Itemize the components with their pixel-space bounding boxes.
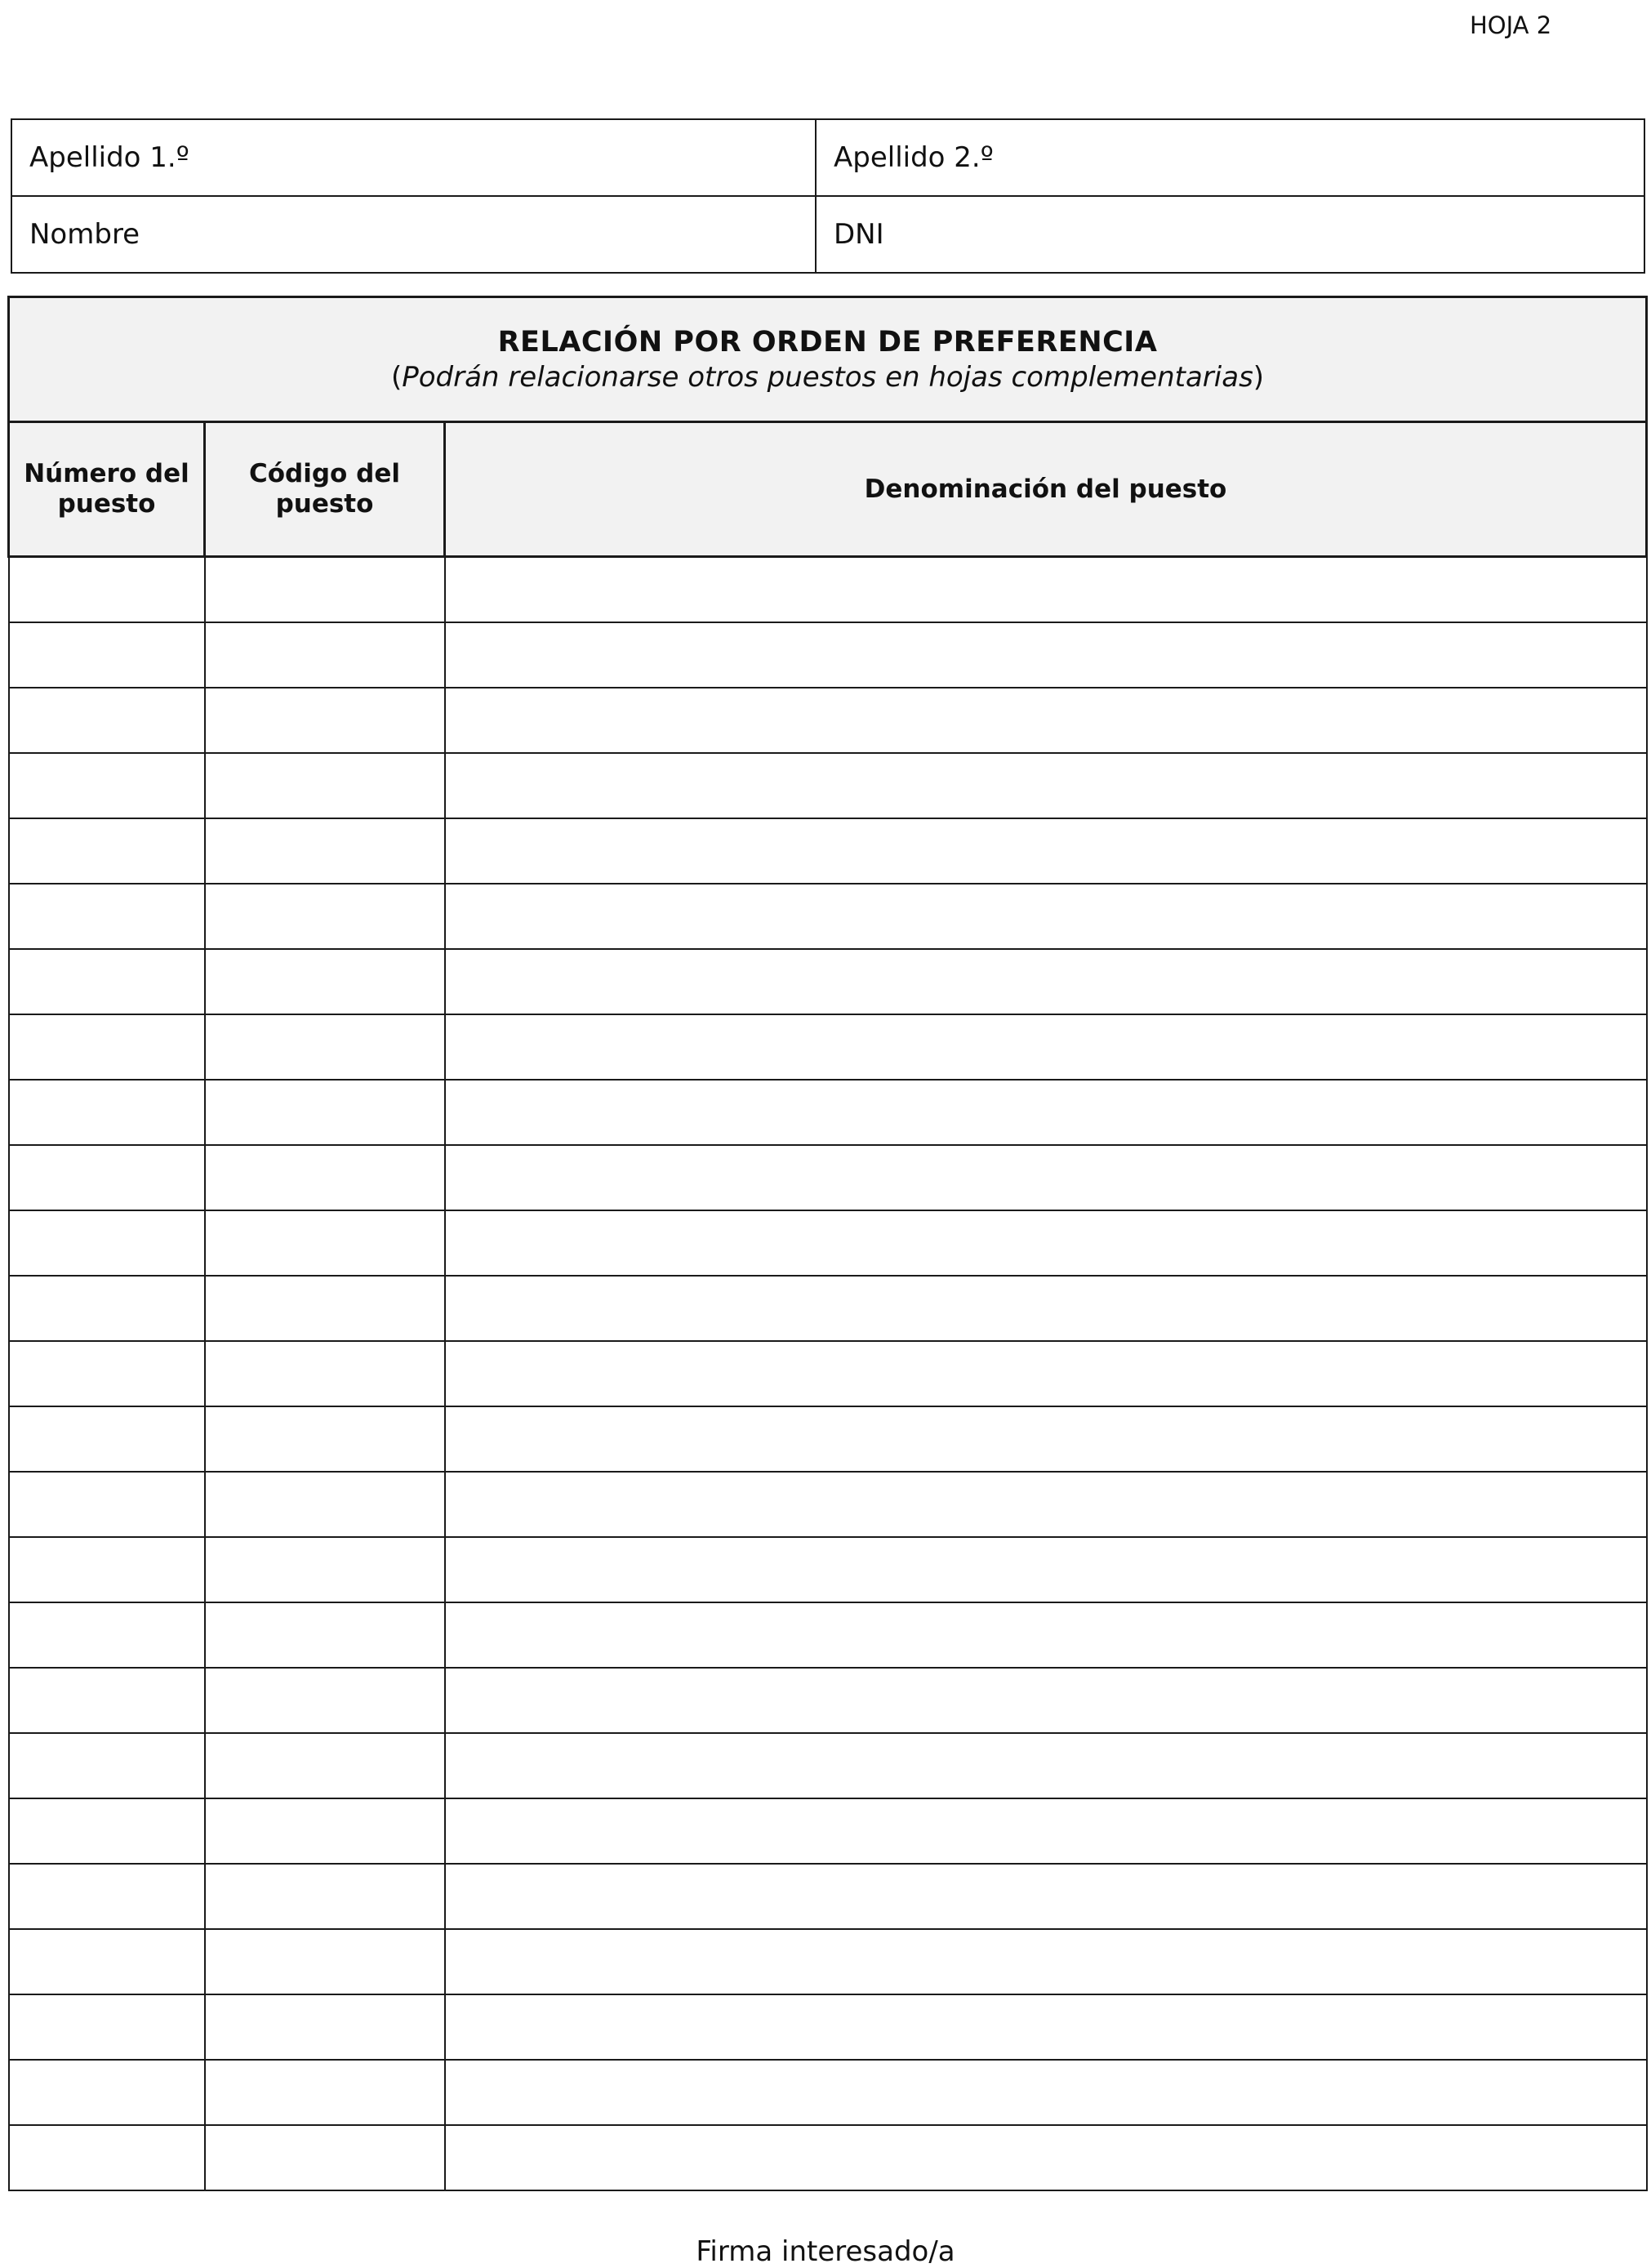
column-header-denominacion: Denominación del puesto [445,422,1647,557]
codigo-cell[interactable] [205,1080,445,1145]
table-row [9,1668,1647,1733]
denominacion-cell[interactable] [445,2125,1647,2190]
denominacion-cell[interactable] [445,688,1647,753]
denominacion-cell[interactable] [445,2060,1647,2125]
identity-row-surnames [11,119,1644,196]
numero-cell[interactable] [9,753,205,818]
table-row [9,1014,1647,1080]
numero-cell[interactable] [9,1602,205,1668]
codigo-cell[interactable] [205,1798,445,1864]
codigo-cell[interactable] [205,818,445,884]
numero-cell[interactable] [9,1014,205,1080]
numero-cell[interactable] [9,622,205,688]
apellido1-field[interactable]: Apellido 1.º [11,119,816,196]
codigo-cell[interactable] [205,1472,445,1537]
nombre-field[interactable]: Nombre [11,196,816,273]
preference-rows [9,557,1647,2190]
codigo-cell[interactable] [205,884,445,949]
table-row [9,1994,1647,2060]
numero-cell[interactable] [9,1406,205,1472]
codigo-cell[interactable] [205,1276,445,1341]
table-row [9,2125,1647,2190]
numero-cell[interactable] [9,557,205,622]
numero-cell[interactable] [9,1080,205,1145]
table-row [9,884,1647,949]
numero-cell[interactable] [9,818,205,884]
denominacion-cell[interactable] [445,1080,1647,1145]
codigo-cell[interactable] [205,1210,445,1276]
table-row [9,688,1647,753]
table-row [9,1472,1647,1537]
denominacion-cell[interactable] [445,1668,1647,1733]
denominacion-cell[interactable] [445,884,1647,949]
table-row [9,1929,1647,1994]
table-row [9,1864,1647,1929]
denominacion-cell[interactable] [445,949,1647,1014]
table-row [9,1210,1647,1276]
signature-label: Firma interesado/a [696,2235,955,2268]
denominacion-cell[interactable] [445,1472,1647,1537]
codigo-cell[interactable] [205,1537,445,1602]
numero-cell[interactable] [9,1798,205,1864]
apellido2-field[interactable]: Apellido 2.º [816,119,1644,196]
codigo-cell[interactable] [205,622,445,688]
codigo-cell[interactable] [205,688,445,753]
numero-cell[interactable] [9,949,205,1014]
codigo-cell[interactable] [205,1668,445,1733]
numero-cell[interactable] [9,1537,205,1602]
table-row [9,753,1647,818]
numero-cell[interactable] [9,2060,205,2125]
table-row [9,557,1647,622]
denominacion-cell[interactable] [445,1602,1647,1668]
denominacion-cell[interactable] [445,557,1647,622]
denominacion-cell[interactable] [445,1929,1647,1994]
numero-cell[interactable] [9,688,205,753]
table-row [9,1537,1647,1602]
numero-cell[interactable] [9,1994,205,2060]
column-header-codigo: Código del puesto [205,422,445,557]
sheet-number-label: HOJA 2 [1470,11,1552,39]
numero-cell[interactable] [9,2125,205,2190]
denominacion-cell[interactable] [445,1145,1647,1210]
table-row [9,818,1647,884]
denominacion-cell[interactable] [445,1798,1647,1864]
codigo-cell[interactable] [205,1145,445,1210]
table-row [9,1145,1647,1210]
table-row [9,1798,1647,1864]
column-header-numero: Número del puesto [9,422,205,557]
codigo-cell[interactable] [205,557,445,622]
numero-cell[interactable] [9,1472,205,1537]
codigo-cell[interactable] [205,1864,445,1929]
table-row [9,1602,1647,1668]
table-row [9,2060,1647,2125]
column-header-row [9,422,1647,557]
denominacion-cell[interactable] [445,622,1647,688]
codigo-cell[interactable] [205,949,445,1014]
numero-cell[interactable] [9,1276,205,1341]
table-row [9,1733,1647,1798]
denominacion-cell[interactable] [445,1994,1647,2060]
table-row [9,1276,1647,1341]
denominacion-cell[interactable] [445,1210,1647,1276]
codigo-cell[interactable] [205,2125,445,2190]
subtitle-close-paren: ) [1253,361,1265,394]
numero-cell[interactable] [9,1929,205,1994]
denominacion-cell[interactable] [445,1276,1647,1341]
numero-cell[interactable] [9,1210,205,1276]
table-row [9,1406,1647,1472]
applicant-identity-table [11,118,1645,274]
denominacion-cell[interactable] [445,1537,1647,1602]
preference-title: RELACIÓN POR ORDEN DE PREFERENCIA [497,326,1158,359]
codigo-cell[interactable] [205,1341,445,1406]
numero-cell[interactable] [9,1864,205,1929]
table-row [9,949,1647,1014]
identity-row-name-dni [11,196,1644,273]
codigo-cell[interactable] [205,1406,445,1472]
denominacion-cell[interactable] [445,1864,1647,1929]
table-row [9,622,1647,688]
denominacion-cell[interactable] [445,753,1647,818]
subtitle-open-paren: ( [390,361,403,394]
preference-title-cell [9,297,1647,422]
numero-cell[interactable] [9,884,205,949]
numero-cell[interactable] [9,1668,205,1733]
table-row [9,1341,1647,1406]
numero-cell[interactable] [9,1733,205,1798]
numero-cell[interactable] [9,1145,205,1210]
codigo-cell[interactable] [205,1602,445,1668]
denominacion-cell[interactable] [445,1014,1647,1080]
preference-subtitle [11,360,1644,394]
denominacion-cell[interactable] [445,1733,1647,1798]
codigo-cell[interactable] [205,1733,445,1798]
denominacion-cell[interactable] [445,818,1647,884]
codigo-cell[interactable] [205,1014,445,1080]
table-row [9,1080,1647,1145]
denominacion-cell[interactable] [445,1406,1647,1472]
codigo-cell[interactable] [205,1929,445,1994]
numero-cell[interactable] [9,1341,205,1406]
codigo-cell[interactable] [205,753,445,818]
codigo-cell[interactable] [205,1994,445,2060]
dni-field[interactable]: DNI [816,196,1644,273]
denominacion-cell[interactable] [445,1341,1647,1406]
codigo-cell[interactable] [205,2060,445,2125]
preference-table [7,296,1648,2191]
preference-title-row [9,297,1647,422]
subtitle-italic-text: Podrán relacionarse otros puestos en hojas complementarias [402,361,1253,394]
